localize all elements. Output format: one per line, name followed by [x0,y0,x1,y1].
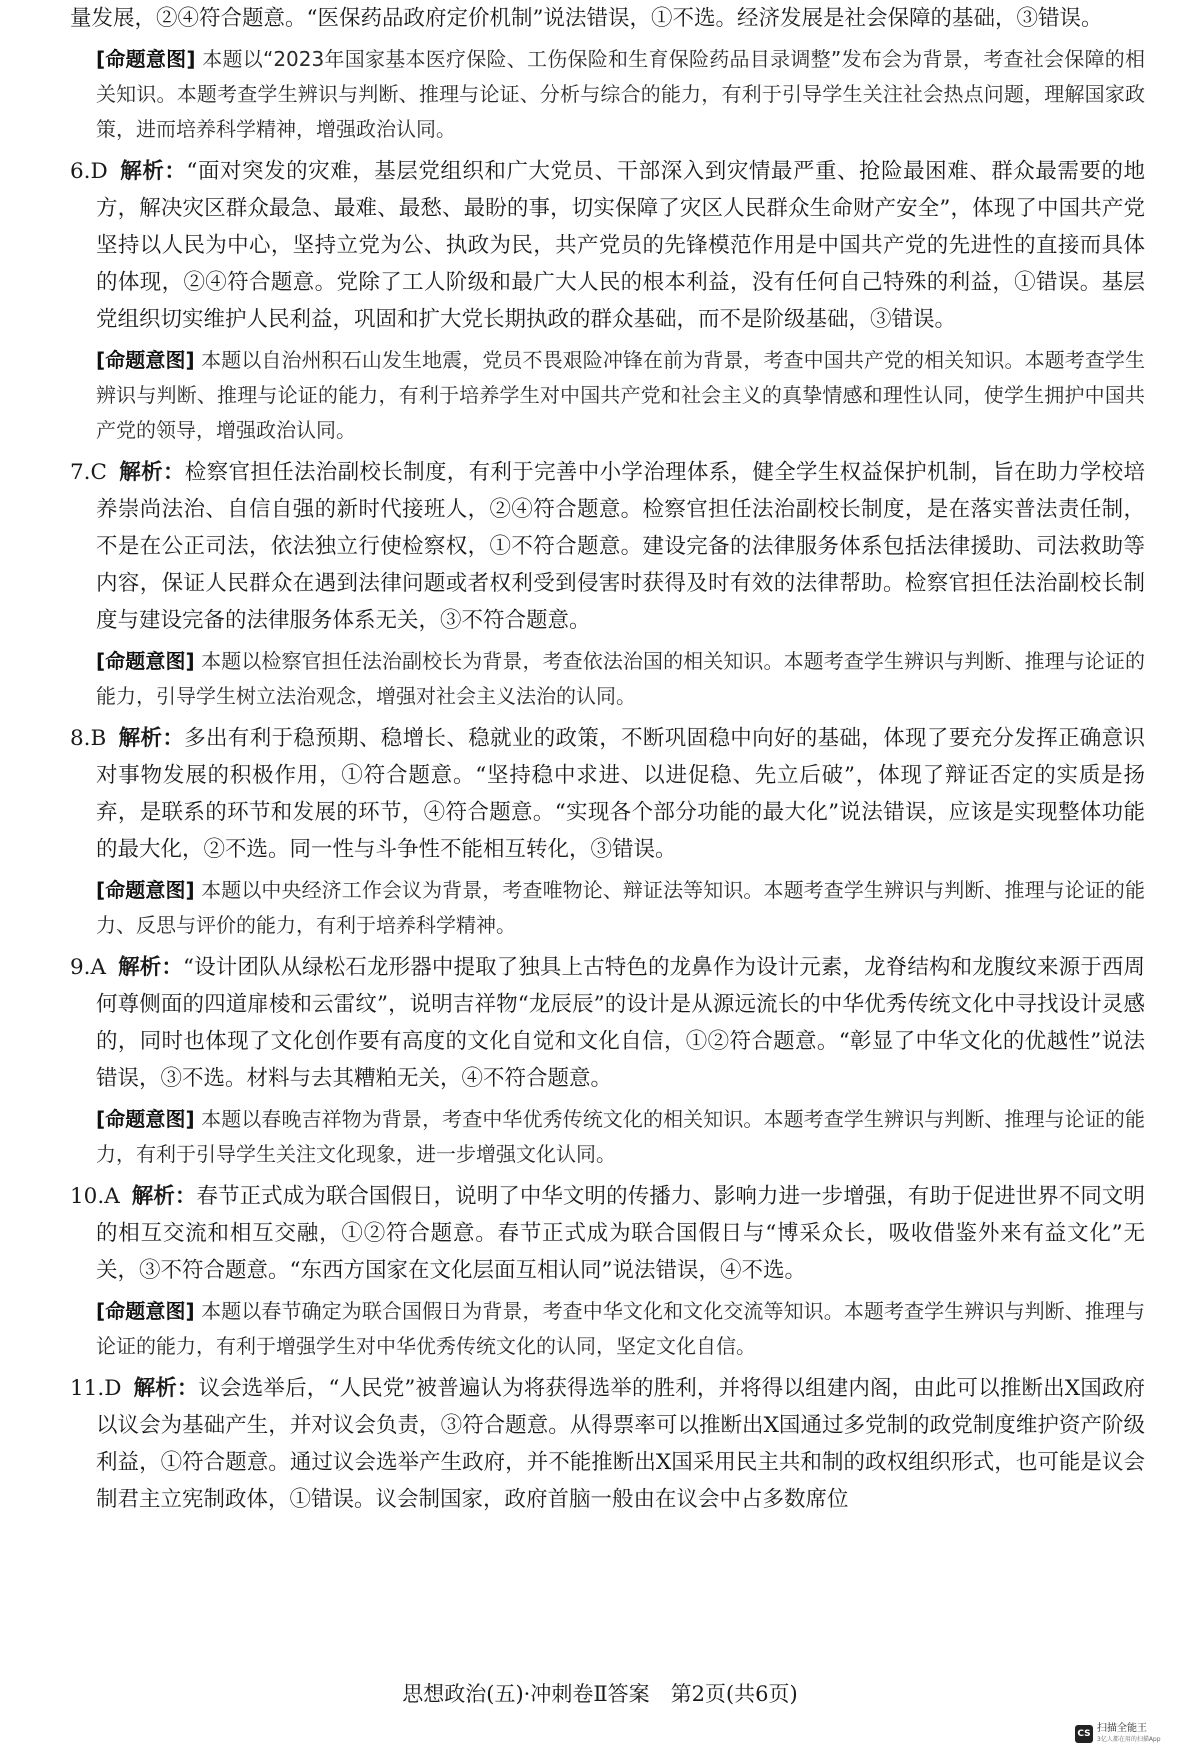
analysis-label: 解析： [133,1376,199,1401]
question-list [70,153,1145,1518]
question-7 [70,454,1145,714]
question-number: 10. [70,1184,105,1209]
intent-text: 本题以“2023年国家基本医疗保险、工伤保险和生育保险药品目录调整”发布会为背景，考查社会保障的相关知识。本题考查学生辨识与判断、推理与论证、分析与综合的能力，有利于引导学生关注社会热点问题，理解国家政策，进而培养科学精神，增强政治认同。 [96,47,1146,141]
intent-note [70,1294,1145,1364]
intent-tag: [命题意图] [96,649,195,673]
question-8 [70,720,1145,943]
intent-note [70,1102,1145,1172]
intent-text: 本题以春节确定为联合国假日为背景，考查中华文化和文化交流等知识。本题考查学生辨识与判断、推理与论证的能力，有利于增强学生对中华优秀传统文化的认同，坚定文化自信。 [96,1299,1146,1358]
analysis-paragraph [70,1370,1145,1518]
analysis-paragraph [70,720,1145,868]
question-number: 6. [70,159,91,184]
analysis-text: “面对突发的灾难，基层党组织和广大党员、干部深入到灾情最严重、抢险最困难、群众最需要的地方，解决灾区群众最急、最难、最愁、最盼的事，切实保障了灾区人民群众生命财产安全”，体现了中国共产党坚持以人民为中心，坚持立党为公、执政为民，共产党员的先锋模范作用是中国共产党的先进性的直接而具体的体现，②④符合题意。党除了工人阶级和最广大人民的根本利益，没有任何自己特殊的利益，①错误。基层党组织切实维护人民利益，巩固和扩大党长期执政的群众基础，而不是阶级基础，③错误。 [96,159,1145,332]
answer-letter: D [104,1376,122,1401]
analysis-paragraph [70,153,1145,338]
page-footer: 思想政治(五)·冲刺卷Ⅱ答案 第2页(共6页) [402,1682,798,1706]
analysis-paragraph [70,1178,1145,1289]
analysis-text: “设计团队从绿松石龙形器中提取了独具上古特色的龙鼻作为设计元素，龙脊结构和龙腹纹来源于西周何尊侧面的四道扉棱和云雷纹”，说明吉祥物“龙辰辰”的设计是从源远流长的中华优秀传统文化中寻找设计灵感的，同时也体现了文化创作要有高度的文化自觉和文化自信，①②符合题意。“彰显了中华文化的优越性”说法错误，③不选。材料与去其糟粕无关，④不符合题意。 [96,955,1145,1091]
answer-letter: A [90,955,107,980]
question-10 [70,1178,1145,1364]
intent-tag: [命题意图] [96,47,196,71]
analysis-paragraph [70,949,1145,1097]
analysis-text: 春节正式成为联合国假日，说明了中华文明的传播力、影响力进一步增强，有助于促进世界不同文明的相互交流和相互交融，①②符合题意。春节正式成为联合国假日与“博采众长，吸收借鉴外来有益文化”无关，③不符合题意。“东西方国家在文化层面互相认同”说法错误，④不选。 [96,1184,1145,1283]
scanner-watermark [1075,1723,1161,1745]
intent-tag: [命题意图] [96,1299,195,1323]
question-11 [70,1370,1145,1518]
question-number: 11. [70,1376,105,1401]
analysis-label: 解析： [118,955,184,980]
intent-text: 本题以自治州积石山发生地震，党员不畏艰险冲锋在前为背景，考查中国共产党的相关知识。本题考查学生辨识与判断、推理与论证的能力，有利于培养学生对中国共产党和社会主义的真挚情感和理性认同，使学生拥护中国共产党的领导，增强政治认同。 [96,348,1146,442]
intent-text: 本题以检察官担任法治副校长为背景，考查依法治国的相关知识。本题考查学生辨识与判断、推理与论证的能力，引导学生树立法治观念，增强对社会主义法治的认同。 [96,649,1146,708]
answer-letter: B [90,726,107,751]
camscanner-logo-icon: CS [1075,1725,1093,1743]
intent-note [70,644,1145,714]
intent-note [70,42,1145,147]
analysis-label: 解析： [119,159,187,184]
analysis-label: 解析： [118,726,185,751]
continued-text: 量发展，②④符合题意。“医保药品政府定价机制”说法错误，①不选。经济发展是社会保障的基础，③错误。 [70,6,1103,31]
question-number: 8. [70,726,91,751]
analysis-label: 解析： [131,1184,197,1209]
analysis-paragraph [70,454,1145,639]
analysis-text: 议会选举后，“人民党”被普遍认为将获得选举的胜利，并将得以组建内阁，由此可以推断出X国政府以议会为基础产生，并对议会负责，③符合题意。从得票率可以推断出X国通过多党制的政党制度维护资产阶级利益，①符合题意。通过议会选举产生政府，并不能推断出X国采用民主共和制的政权组织形式，也可能是议会制君主立宪制政体，①错误。议会制国家，政府首脑一般由在议会中占多数席位 [96,1376,1145,1512]
analysis-text: 多出有利于稳预期、稳增长、稳就业的政策，不断巩固稳中向好的基础，体现了要充分发挥正确意识对事物发展的积极作用，①符合题意。“坚持稳中求进、以进促稳、先立后破”，体现了辩证否定的实质是扬弃，是联系的环节和发展的环节，④符合题意。“实现各个部分功能的最大化”说法错误，应该是实现整体功能的最大化，②不选。同一性与斗争性不能相互转化，③错误。 [96,726,1145,862]
answer-page [70,0,1145,1518]
question-number: 7. [70,460,91,485]
analysis-text: 检察官担任法治副校长制度，有利于完善中小学治理体系，健全学生权益保护机制，旨在助力学校培养崇尚法治、自信自强的新时代接班人，②④符合题意。检察官担任法治副校长制度，是在落实普法责任制，不是在公正司法，依法独立行使检察权，①不符合题意。建设完备的法律服务体系包括法律援助、司法救助等内容，保证人民群众在遇到法律问题或者权利受到侵害时获得及时有效的法律帮助。检察官担任法治副校长制度与建设完备的法律服务体系无关，③不符合题意。 [96,460,1145,633]
intent-tag: [命题意图] [96,1107,195,1131]
question-9 [70,949,1145,1172]
answer-letter: A [104,1184,120,1209]
watermark-title: 扫描全能王 [1097,1723,1147,1734]
intent-note [70,343,1145,448]
intent-text: 本题以中央经济工作会议为背景，考查唯物论、辩证法等知识。本题考查学生辨识与判断、推理与论证的能力、反思与评价的能力，有利于培养科学精神。 [96,878,1146,937]
intent-tag: [命题意图] [96,348,195,372]
watermark-sub: 3亿人都在用的扫描App [1097,1736,1161,1743]
answer-letter: D [90,159,108,184]
intent-note [70,873,1145,943]
question-6 [70,153,1145,448]
question-number: 9. [70,955,91,980]
intent-tag: [命题意图] [96,878,195,902]
answer-letter: C [90,460,107,485]
analysis-label: 解析： [118,460,185,485]
intent-text: 本题以春晚吉祥物为背景，考查中华优秀传统文化的相关知识。本题考查学生辨识与判断、推理与论证的能力，有利于引导学生关注文化现象，进一步增强文化认同。 [96,1107,1146,1166]
continued-answer [70,0,1145,147]
